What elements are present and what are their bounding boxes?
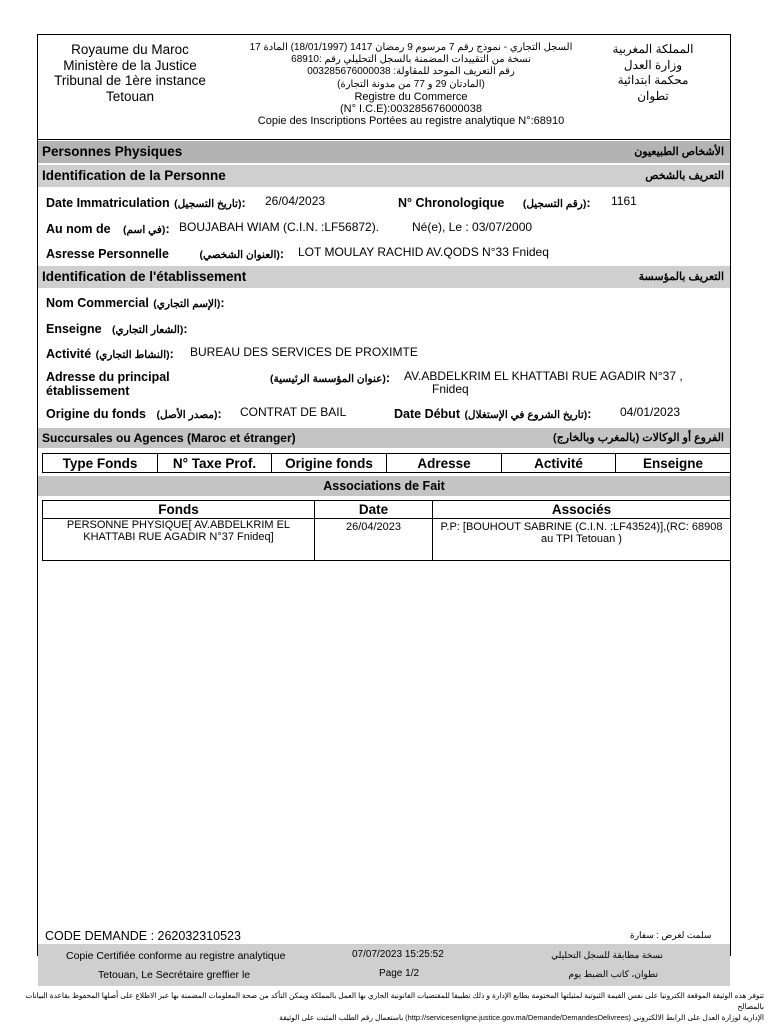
- section-title: Associations de Fait: [323, 479, 445, 493]
- field-date-debut: Date Début (تاريخ الشروع في الإستغلال):: [394, 407, 592, 421]
- header-right-block: [598, 42, 708, 104]
- section-title-ar: التعريف بالشخص: [645, 170, 724, 182]
- field-value: CONTRAT DE BAIL: [240, 405, 347, 419]
- field-enseigne: Enseigne (الشعار التجاري):: [46, 322, 188, 336]
- field-label: Nom Commercial: [46, 296, 149, 310]
- section-identification-personne: [38, 165, 730, 187]
- table-cell: P.P: [BOUHOUT SABRINE (C.I.N. :LF43524)],(RC: 68908 au TPI Tetouan ): [433, 519, 731, 561]
- field-label: établissement: [46, 384, 130, 398]
- section-title: Personnes Physiques: [42, 144, 183, 159]
- header-center-block: [226, 42, 596, 127]
- field-label: Origine du fonds: [46, 407, 146, 421]
- header-right-line: تطوان: [637, 88, 669, 103]
- section-title-ar: الأشخاص الطبيعيون: [634, 146, 724, 158]
- field-label-ar: (العنوان الشخصي): [199, 249, 280, 261]
- succursales-table: [42, 453, 731, 473]
- field-label-ar: (الشعار التجاري): [112, 324, 184, 336]
- section-title: Succursales ou Agences (Maroc et étranger): [42, 431, 296, 445]
- header-center-line: (N° I.C.E):003285676000038: [340, 103, 482, 116]
- table-header: Date: [315, 501, 433, 519]
- field-value: Fnideq: [432, 382, 469, 396]
- field-origine-fonds: Origine du fonds (مصدر الأصل):: [46, 407, 222, 421]
- section-title-ar: الفروع أو الوكالات (بالمغرب وبالخارج): [553, 432, 724, 444]
- field-label: N° Chronologique: [398, 196, 505, 210]
- header-left-line: Royaume du Maroc: [71, 42, 189, 57]
- legal-notice-line: الإدارية لوزارة العدل على الرابط الالكتروني (http://servicesenligne.justice.gov.ma/Demande/DemandesDelivrees) باستعمال رقم الطلب المثبت على الوثيقة: [279, 1013, 764, 1022]
- field-value: 26/04/2023: [265, 194, 326, 208]
- section-succursales: [38, 428, 730, 448]
- copie-certifiee-ar: نسخة مطابقة للسجل التحليلي: [551, 950, 663, 960]
- field-date-immatriculation: Date Immatriculation (تاريخ التسجيل):: [46, 196, 246, 210]
- header-left-block: [40, 42, 220, 104]
- field-label: Enseigne: [46, 322, 102, 336]
- header-left-line: Tribunal de 1ère instance: [54, 73, 206, 88]
- header-left-line: Tetouan: [105, 88, 155, 104]
- field-label-ar: (رقم التسجيل): [522, 198, 587, 210]
- field-label: Adresse du principal: [46, 370, 170, 384]
- header-center-line: Registre du Commerce: [354, 90, 468, 103]
- field-adresse-principal-value: [404, 370, 683, 396]
- header-left-line: Ministère de la Justice: [63, 57, 197, 73]
- footer-certification: [38, 944, 730, 986]
- field-adresse-principal-ar: (عنوان المؤسسة الرئيسية):: [270, 371, 391, 385]
- table-header: Adresse: [387, 454, 502, 473]
- header-center-line: (المادتان 29 و 77 من مدونة التجارة): [337, 78, 485, 90]
- header-right-line: وزارة العدل: [623, 57, 683, 72]
- field-activite: Activité (النشاط التجاري):: [46, 347, 174, 361]
- lieu-fr: Tetouan, Le Secrétaire greffier le: [98, 969, 251, 981]
- section-identification-etablissement: [38, 266, 730, 288]
- legal-notice: [4, 990, 764, 1023]
- field-label-ar: (مصدر الأصل): [156, 409, 218, 421]
- section-title: Identification de la Personne: [42, 168, 226, 183]
- field-value: BOUJABAH WIAM (C.I.N. :LF56872).: [179, 220, 380, 234]
- table-header: N° Taxe Prof.: [158, 454, 272, 473]
- divider: [38, 139, 730, 140]
- legal-notice-line: تتوفر هذه الوثيقة الموقعة الكترونيا على نفس القيمة الثبوتية لمثيلتها المختومة بطابع الإدارة و ذلك تطبيقا للمقتضيات القانونية الجاري بها العمل بالمملكة ويمكن التأكد من صحة المعلومات المضمنة بها عبر الاطلاع على أصلها المحفوظ بقاعدة البيانات بالمصالح: [25, 991, 764, 1011]
- field-au-nom-de: Au nom de (في اسم):: [46, 222, 170, 236]
- field-value: 04/01/2023: [620, 405, 681, 419]
- field-label: Au nom de: [46, 222, 111, 236]
- table-header: Associés: [433, 501, 731, 519]
- table-header: Fonds: [43, 501, 315, 519]
- field-label: Date Début: [394, 407, 460, 421]
- table-header: Type Fonds: [43, 454, 158, 473]
- field-label-ar: (في اسم): [123, 224, 166, 236]
- copie-certifiee-fr: Copie Certifiée conforme au registre analytique: [66, 950, 286, 962]
- page-number: Page 1/2: [379, 968, 420, 979]
- table-row: [43, 519, 731, 561]
- header-right-line: محكمة ابتدائية: [617, 73, 689, 87]
- field-label: Date Immatriculation: [46, 196, 170, 210]
- field-value: LOT MOULAY RACHID AV.QODS N°33 Fnideq: [298, 245, 549, 259]
- header-center-line: Copie des Inscriptions Portées au registre analytique N°:68910: [257, 115, 565, 128]
- field-nom-commercial: Nom Commercial (الإسم التجاري):: [46, 296, 225, 310]
- field-label-ar: (تاريخ الشروع في الإستغلال): [464, 409, 588, 421]
- field-adresse-personnelle: Asresse Personnelle (العنوان الشخصي):: [46, 247, 285, 261]
- code-demande: CODE DEMANDE : 262032310523: [45, 929, 241, 943]
- field-label: Activité: [46, 347, 92, 361]
- field-adresse-principal-label: [46, 370, 170, 398]
- section-personnes-physiques: [38, 141, 730, 163]
- table-header: Activité: [502, 454, 616, 473]
- table-cell: PERSONNE PHYSIQUE[ AV.ABDELKRIM EL KHATTABI RUE AGADIR N°37 Fnideq]: [43, 519, 315, 561]
- header-right-line: المملكة المغربية: [612, 42, 694, 56]
- lieu-ar: تطوان، كاتب الضبط يوم: [568, 969, 658, 979]
- field-chronologique: N° Chronologique (رقم التسجيل):: [398, 196, 591, 210]
- header-center-line: نسخة من التقييدات المضمنة بالسجل التحليلي رقم :68910: [291, 54, 531, 66]
- table-cell: 26/04/2023: [315, 519, 433, 561]
- table-header: Origine fonds: [272, 454, 387, 473]
- datetime: 07/07/2023 15:25:52: [352, 949, 444, 960]
- section-associations: [38, 476, 730, 496]
- field-label-ar: (الإسم التجاري): [153, 298, 221, 310]
- associations-table: [42, 500, 731, 561]
- field-value-naissance: Né(e), Le : 03/07/2000: [412, 220, 533, 234]
- table-header: Enseigne: [616, 454, 731, 473]
- section-title: Identification de l'établissement: [42, 269, 247, 284]
- section-title-ar: التعريف بالمؤسسة: [638, 271, 724, 283]
- header-center-line: السجل التجاري - نموذج رقم 7 مرسوم 9 رمضان 1417 (18/01/1997) المادة 17: [249, 42, 573, 53]
- field-label: Asresse Personnelle: [46, 247, 169, 261]
- field-label-ar: (النشاط التجاري): [95, 349, 170, 361]
- sollicite-ar: سلمت لغرض : سفارة: [630, 930, 712, 940]
- field-value: AV.ABDELKRIM EL KHATTABI RUE AGADIR N°37 ,: [404, 369, 683, 383]
- field-value: 1161: [611, 194, 637, 208]
- field-label-ar: (تاريخ التسجيل): [174, 198, 242, 210]
- field-label-ar: (عنوان المؤسسة الرئيسية): [270, 373, 386, 385]
- field-value: BUREAU DES SERVICES DE PROXIMTE: [190, 345, 418, 359]
- header-center-line: رقم التعريف الموحد للمقاولة: 003285676000038: [307, 66, 515, 78]
